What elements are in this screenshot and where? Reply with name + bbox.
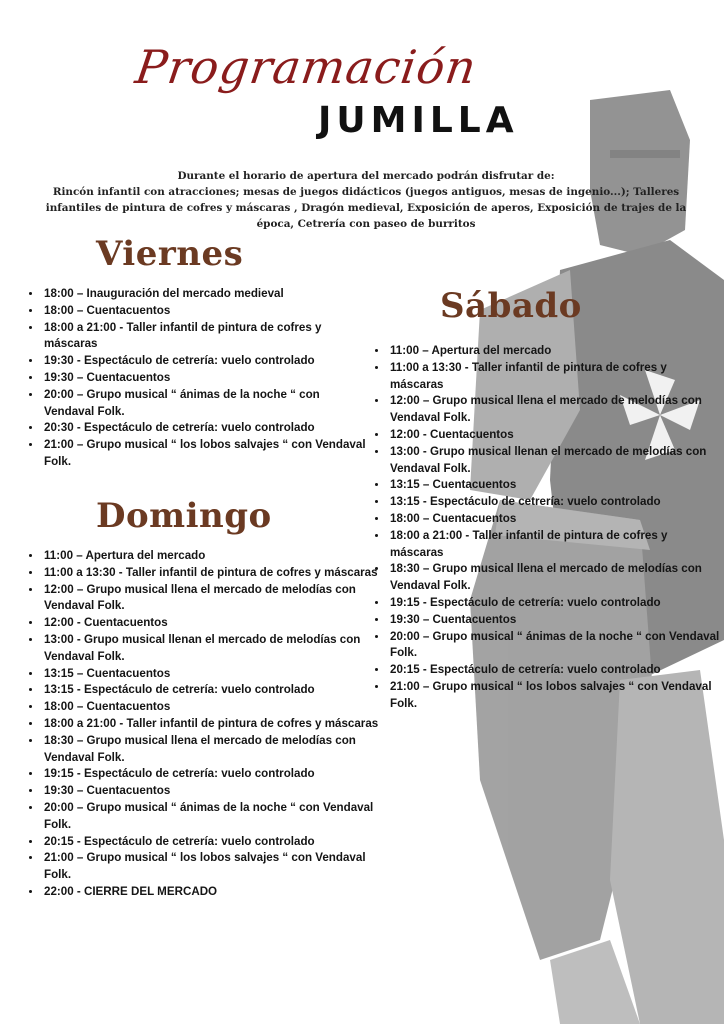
schedule-item: • 18:00 a 21:00 - Taller infantil de pintura de cofres y máscaras — [42, 716, 382, 733]
intro-line-1: Durante el horario de apertura del mercado podrán disfrutar de: — [177, 170, 555, 182]
schedule-item: • 12:00 – Grupo musical llena el mercado de melodías con Vendaval Folk. — [42, 582, 382, 616]
schedule-item: • 20:15 - Espectáculo de cetrería: vuelo controlado — [388, 662, 722, 679]
domingo-schedule — [26, 548, 382, 901]
schedule-item: • 12:00 – Grupo musical llena el mercado de melodías con Vendaval Folk. — [388, 393, 722, 427]
intro-text — [30, 168, 702, 232]
schedule-item: • 18:00 – Cuentacuentos — [42, 303, 372, 320]
intro-line-2: Rincón infantil con atracciones; mesas de juegos didácticos (juegos antiguos, mesas de ingenio...); Talleres infantiles de pintura de cofres y máscaras , Dragón medieval, Exposición de aperos, Exposición de trajes de la época, Cetrería con paseo de burritos — [45, 186, 687, 230]
schedule-item: • 20:00 – Grupo musical “ ánimas de la noche “ con Vendaval Folk. — [42, 800, 382, 834]
schedule-item: • 18:30 – Grupo musical llena el mercado de melodías con Vendaval Folk. — [388, 561, 722, 595]
schedule-item: • 21:00 – Grupo musical “ los lobos salvajes “ con Vendaval Folk. — [42, 437, 372, 471]
viernes-title: Viernes — [96, 234, 244, 274]
schedule-item: • 19:30 – Cuentacuentos — [42, 370, 372, 387]
schedule-item: • 20:15 - Espectáculo de cetrería: vuelo controlado — [42, 834, 382, 851]
schedule-item: • 18:00 a 21:00 - Taller infantil de pintura de cofres y máscaras — [388, 528, 722, 562]
viernes-schedule — [26, 286, 372, 471]
schedule-item: • 19:15 - Espectáculo de cetrería: vuelo controlado — [388, 595, 722, 612]
schedule-item: • 22:00 - CIERRE DEL MERCADO — [42, 884, 382, 901]
schedule-item: • 21:00 – Grupo musical “ los lobos salvajes “ con Vendaval Folk. — [42, 850, 382, 884]
schedule-item: • 13:15 - Espectáculo de cetrería: vuelo controlado — [388, 494, 722, 511]
schedule-item: • 11:00 – Apertura del mercado — [42, 548, 382, 565]
schedule-item: • 19:30 – Cuentacuentos — [388, 612, 722, 629]
script-title: Programación — [132, 40, 481, 94]
schedule-item: • 20:00 – Grupo musical “ ánimas de la noche “ con Vendaval Folk. — [388, 629, 722, 663]
schedule-item: • 13:15 - Espectáculo de cetrería: vuelo controlado — [42, 682, 382, 699]
schedule-item: • 12:00 - Cuentacuentos — [388, 427, 722, 444]
schedule-item: • 18:00 – Inauguración del mercado medieval — [42, 286, 372, 303]
schedule-item: • 19:15 - Espectáculo de cetrería: vuelo controlado — [42, 766, 382, 783]
sabado-schedule — [372, 343, 722, 713]
schedule-item: • 20:00 – Grupo musical “ ánimas de la noche “ con Vendaval Folk. — [42, 387, 372, 421]
schedule-item: • 19:30 - Espectáculo de cetrería: vuelo controlado — [42, 353, 372, 370]
schedule-item: • 21:00 – Grupo musical “ los lobos salvajes “ con Vendaval Folk. — [388, 679, 722, 713]
schedule-item: • 13:00 - Grupo musical llenan el mercado de melodías con Vendaval Folk. — [388, 444, 722, 478]
schedule-item: • 11:00 a 13:30 - Taller infantil de pintura de cofres y máscaras — [42, 565, 382, 582]
schedule-item: • 20:30 - Espectáculo de cetrería: vuelo controlado — [42, 420, 372, 437]
main-title: JUMILLA — [318, 100, 519, 141]
schedule-item: • 13:15 – Cuentacuentos — [42, 666, 382, 683]
schedule-item: • 12:00 - Cuentacuentos — [42, 615, 382, 632]
domingo-title: Domingo — [96, 496, 272, 536]
schedule-item: • 18:00 – Cuentacuentos — [42, 699, 382, 716]
schedule-item: • 11:00 a 13:30 - Taller infantil de pintura de cofres y máscaras — [388, 360, 722, 394]
schedule-item: • 19:30 – Cuentacuentos — [42, 783, 382, 800]
schedule-item: • 13:15 – Cuentacuentos — [388, 477, 722, 494]
schedule-item: • 13:00 - Grupo musical llenan el mercado de melodías con Vendaval Folk. — [42, 632, 382, 666]
sabado-title: Sábado — [440, 286, 582, 326]
schedule-item: • 11:00 – Apertura del mercado — [388, 343, 722, 360]
schedule-item: • 18:00 a 21:00 - Taller infantil de pintura de cofres y máscaras — [42, 320, 372, 354]
schedule-item: • 18:30 – Grupo musical llena el mercado de melodías con Vendaval Folk. — [42, 733, 382, 767]
schedule-item: • 18:00 – Cuentacuentos — [388, 511, 722, 528]
